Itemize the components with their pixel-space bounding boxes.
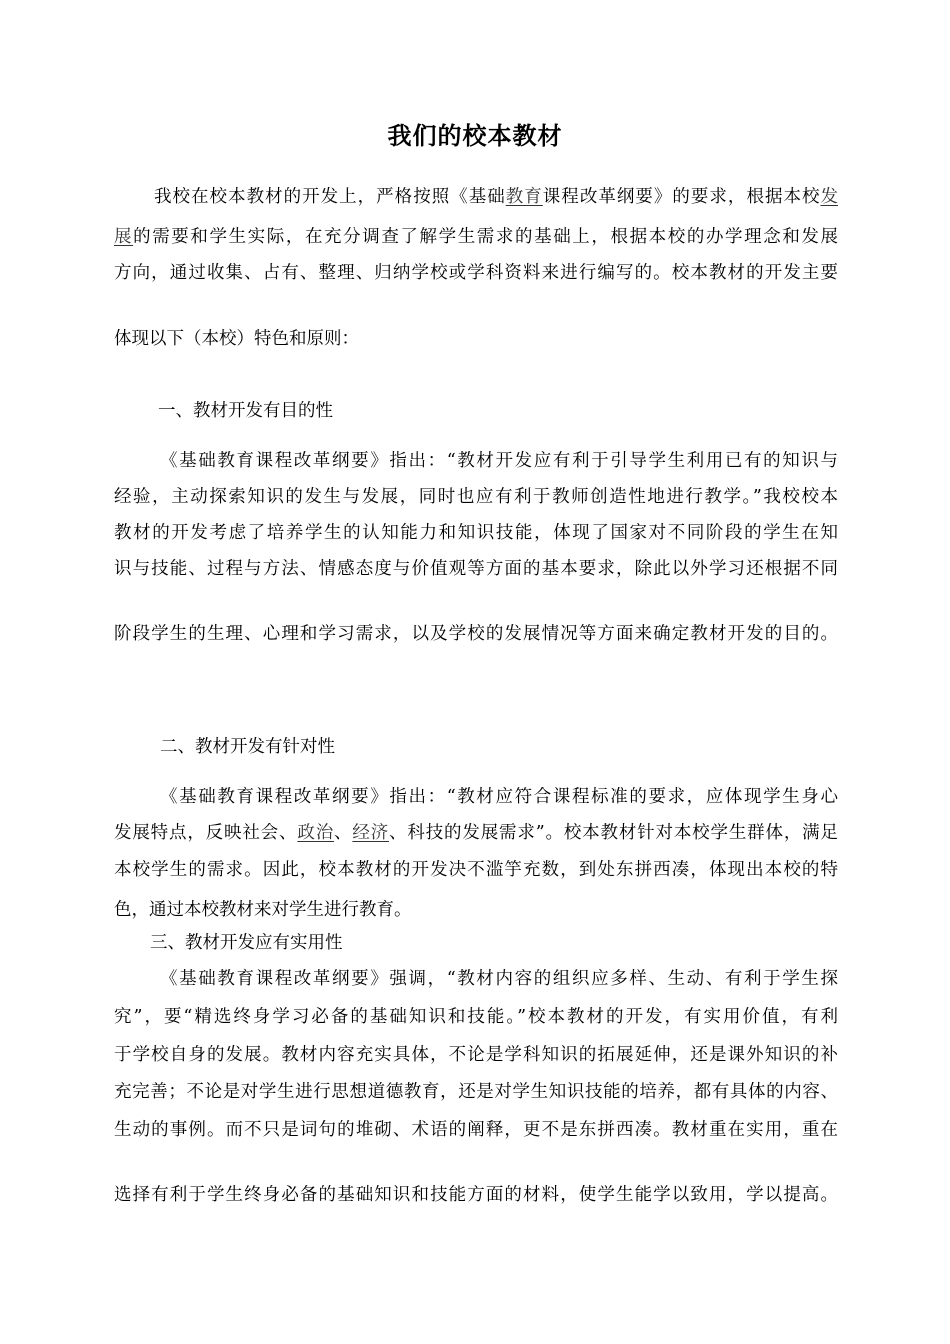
section2-line-2: 发展特点，反映社会、政治、经济、科技的发展需求”。校本教材针对本校学生群体，满足 (114, 823, 838, 843)
section2-line-4: 色，通过本校教材来对学生进行教育。 (114, 900, 412, 920)
intro-line-2: 展的需要和学生实际，在充分调查了解学生需求的基础上，根据本校的办学理念和发展 (114, 227, 838, 247)
link-politics[interactable]: 政治 (297, 823, 335, 843)
section3-heading: 三、教材开发应有实用性 (150, 933, 343, 953)
section3-line-3: 于学校自身的发展。教材内容充实具体，不论是学科知识的拓展延伸，还是课外知识的补 (114, 1045, 838, 1065)
section3-line-5: 生动的事例。而不只是词句的堆砌、术语的阐释，更不是东拼西凑。教材重在实用，重在 (114, 1120, 838, 1140)
intro-line-1: 我校在校本教材的开发上，严格按照《基础教育课程改革纲要》的要求，根据本校发 (154, 187, 838, 207)
section3-line-2: 究”，要“精选终身学习必备的基础知识和技能。”校本教材的开发，有实用价值，有利 (114, 1007, 838, 1027)
section2-line-1: 《基础教育课程改革纲要》指出：“教材应符合课程标准的要求，应体现学生身心 (160, 787, 838, 807)
link-economy[interactable]: 经济 (352, 823, 390, 843)
section3-line-1: 《基础教育课程改革纲要》强调，“教材内容的组织应多样、生动、有利于学生探 (160, 969, 838, 989)
document-title: 我们的校本教材 (387, 122, 563, 150)
section2-heading: 二、教材开发有针对性 (160, 737, 335, 757)
link-development-part1[interactable]: 发 (820, 187, 838, 207)
section1-line-5: 阶段学生的生理、心理和学习需求，以及学校的发展情况等方面来确定教材开发的目的。 (114, 624, 838, 644)
intro-line-3: 方向，通过收集、占有、整理、归纳学校或学科资料来进行编写的。校本教材的开发主要 (114, 263, 838, 283)
section3-line-4: 充完善；不论是对学生进行思想道德教育，还是对学生知识技能的培养，都有具体的内容、 (114, 1082, 838, 1102)
intro-line-4: 体现以下（本校）特色和原则： (114, 329, 359, 349)
section1-line-3: 教材的开发考虑了培养学生的认知能力和知识技能，体现了国家对不同阶段的学生在知 (114, 523, 838, 543)
link-development-part2[interactable]: 展 (114, 227, 134, 247)
section3-line-6: 选择有利于学生终身必备的基础知识和技能方面的材料，使学生能学以致用，学以提高。 (114, 1185, 838, 1205)
section2-line-3: 本校学生的需求。因此，校本教材的开发决不滥竽充数，到处东拼西凑，体现出本校的特 (114, 860, 838, 880)
link-education[interactable]: 教育 (505, 187, 543, 207)
section1-line-2: 经验，主动探索知识的发生与发展，同时也应有利于教师创造性地进行教学。”我校校本 (114, 487, 838, 507)
section1-heading: 一、教材开发有目的性 (158, 401, 333, 421)
section1-line-4: 识与技能、过程与方法、情感态度与价值观等方面的基本要求，除此以外学习还根据不同 (114, 559, 838, 579)
section1-line-1: 《基础教育课程改革纲要》指出：“教材开发应有利于引导学生利用已有的知识与 (160, 451, 838, 471)
